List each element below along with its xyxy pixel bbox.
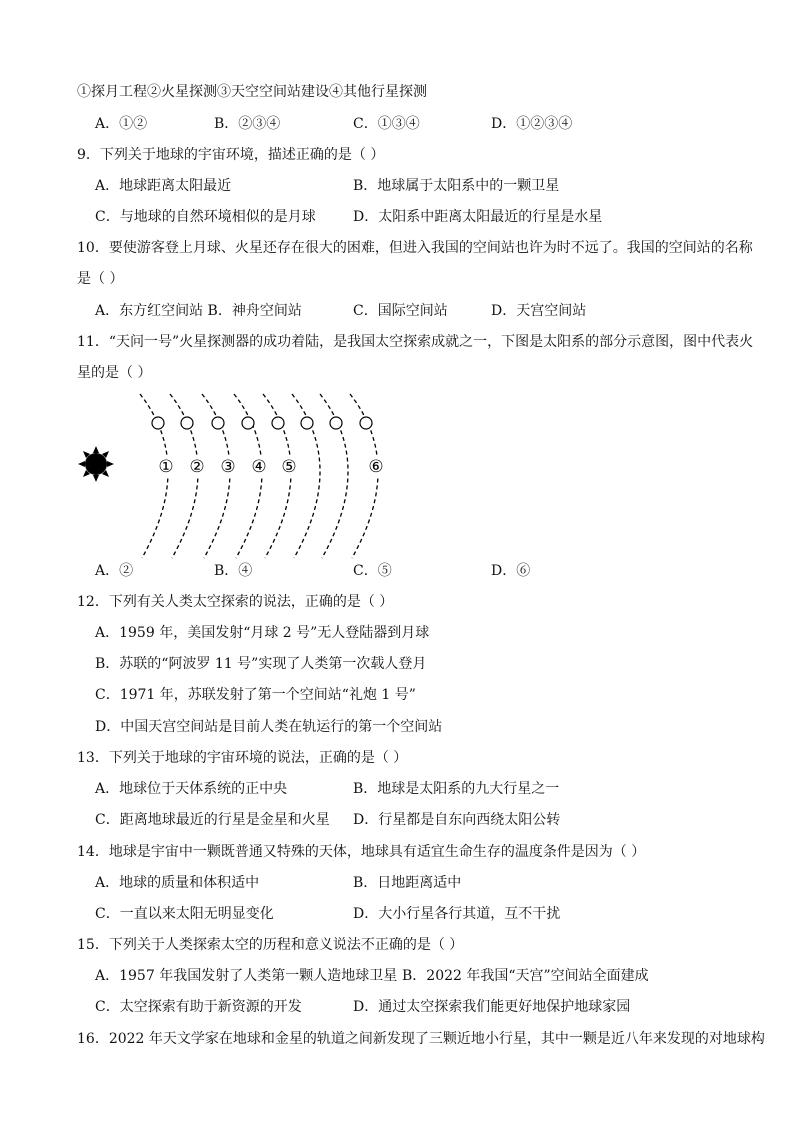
q16-stem: 16．2022 年天文学家在地球和金星的轨道之间新发现了三颗近地小行星，其中一颗是近八年来发现的对地球构 — [77, 1031, 765, 1047]
q11-stem-line2: 星的是（ ） — [77, 365, 152, 381]
q8-option-b: B．②③④ — [214, 116, 281, 132]
q11-option-b: B．④ — [214, 563, 253, 579]
q8-stem: ①探月工程②火星探测③天空空间站建设④其他行星探测 — [77, 84, 427, 100]
q10-stem-line2: 是（ ） — [77, 271, 124, 287]
q13-option-c: C．距离地球最近的行星是金星和火星 — [95, 812, 330, 828]
planet-label-4: ④ — [251, 457, 267, 477]
q10-option-c: C．国际空间站 — [353, 303, 448, 319]
q13-option-a: A．地球位于天体系统的正中央 — [95, 781, 288, 797]
q9-stem: 9．下列关于地球的宇宙环境，描述正确的是（ ） — [77, 147, 385, 163]
q12-option-c: C．1971 年，苏联发射了第一个空间站“礼炮 1 号” — [95, 687, 416, 703]
q15-option-c: C．太空探索有助于新资源的开发 — [95, 999, 302, 1015]
q11-option-a: A．② — [95, 563, 134, 579]
q11-option-d: D．⑥ — [491, 563, 531, 579]
q13-option-d: D．行星都是自东向西绕太阳公转 — [353, 812, 561, 828]
q9-option-b: B．地球属于太阳系中的一颗卫星 — [353, 178, 560, 194]
q14-option-d: D．大小行星各行其道，互不干扰 — [353, 906, 561, 922]
q14-option-a: A．地球的质量和体积适中 — [95, 875, 260, 891]
q15-stem: 15．下列关于人类探索太空的历程和意义说法不正确的是（ ） — [77, 937, 464, 953]
q9-option-a: A．地球距离太阳最近 — [95, 178, 232, 194]
q10-option-ab: A．东方红空间站 B．神舟空间站 — [95, 303, 302, 319]
q14-stem: 14．地球是宇宙中一颗既普通又特殊的天体，地球具有适宜生命生存的温度条件是因为（ ） — [77, 844, 646, 860]
q12-option-d: D．中国天宫空间站是目前人类在轨运行的第一个空间站 — [95, 719, 443, 735]
q8-option-c: C．①③④ — [353, 116, 420, 132]
q11-option-c: C．⑤ — [353, 563, 392, 579]
q15-option-d: D．通过太空探索我们能更好地保护地球家园 — [353, 999, 631, 1015]
q13-option-b: B．地球是太阳系的九大行星之一 — [353, 781, 560, 797]
q10-stem-line1: 10．要使游客登上月球、火星还存在很大的困难，但进入我国的空间站也许为时不远了。我国的空间站的名称 — [77, 240, 753, 256]
q14-option-c: C．一直以来太阳无明显变化 — [95, 906, 274, 922]
q15-option-b: B．2022 年我国“天宫”空间站全面建成 — [402, 968, 649, 984]
planet-label-1: ① — [158, 457, 174, 477]
planet-label-3: ③ — [220, 457, 236, 477]
q9-option-c: C．与地球的自然环境相似的是月球 — [95, 209, 316, 225]
q10-option-d: D．天宫空间站 — [491, 303, 587, 319]
planet-label-2: ② — [189, 457, 205, 477]
q15-option-a: A．1957 年我国发射了人类第一颗人造地球卫星 — [95, 968, 398, 984]
q12-option-a: A．1959 年，美国发射“月球 2 号”无人登陆器到月球 — [95, 625, 430, 641]
planet-label-5: ⑤ — [281, 457, 297, 477]
sun-icon — [78, 446, 114, 482]
planet-label-6: ⑥ — [368, 457, 384, 477]
q11-stem-line1: 11．“天问一号”火星探测器的成功着陆，是我国太空探索成就之一，下图是太阳系的部分示意图，图中代表火 — [77, 334, 754, 350]
q8-option-d: D．①②③④ — [491, 116, 573, 132]
q9-option-d: D．太阳系中距离太阳最近的行星是水星 — [353, 209, 603, 225]
solar-system-diagram — [70, 388, 410, 563]
q8-option-a: A．①② — [95, 116, 148, 132]
q12-option-b: B．苏联的“阿波罗 11 号”实现了人类第一次载人登月 — [95, 656, 427, 672]
q12-stem: 12．下列有关人类太空探索的说法，正确的是（ ） — [77, 594, 394, 610]
q14-option-b: B．日地距离适中 — [353, 875, 462, 891]
q13-stem: 13．下列关于地球的宇宙环境的说法，正确的是（ ） — [77, 750, 408, 766]
